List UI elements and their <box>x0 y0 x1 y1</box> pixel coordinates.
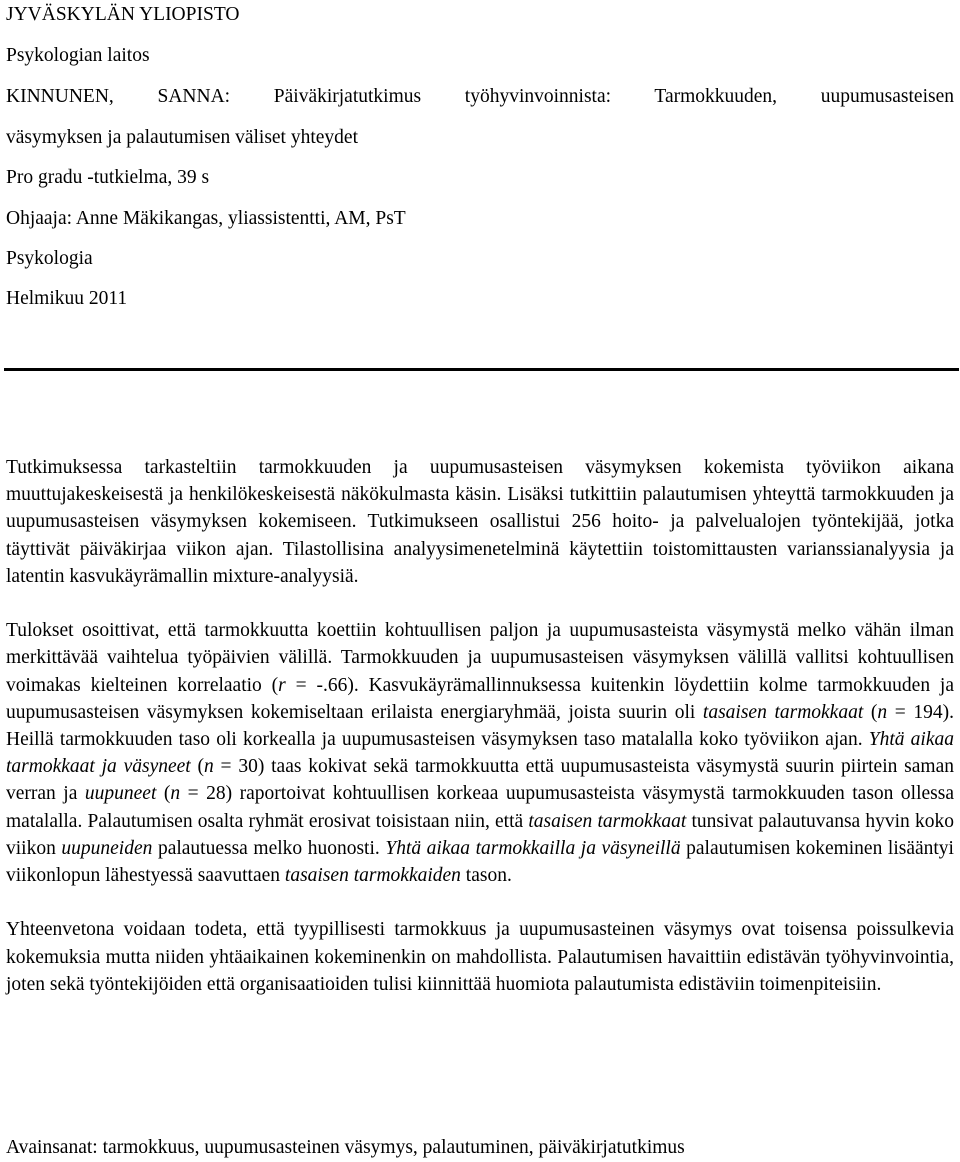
university-name: JYVÄSKYLÄN YLIOPISTO <box>6 4 240 25</box>
supervisor: Ohjaaja: Anne Mäkikangas, yliassistentti, AM, PsT <box>6 208 406 229</box>
group-name: tasaisen tarmokkaat <box>528 810 687 832</box>
abstract-paragraph-3: Yhteenvetona voidaan todeta, että tyypillisesti tarmokkuus ja uupumusasteinen väsymys ovat toisensa poissulkevia kokemuksia mutta niiden yhtäaikainen kokeminenkin on mahdollista. Palautumisen havaittiin edistävän työhyvinvointia, joten sekä työntekijöiden että organisaatioiden tulisi kiinnittää huomiota palautumista edistäviin toimenpiteisiin. <box>6 919 954 995</box>
abstract-paragraph-1: Tutkimuksessa tarkasteltiin tarmokkuuden ja uupumusasteisen väsymyksen kokemista työviikon aikana muuttujakeskeisestä ja henkilökeskeisestä näkökulmasta käsin. Lisäksi tutkittiin palautumisen yhteyttä tarmokkuuden ja uupumusasteisen väsymyksen kokemiseen. Tutkimukseen osallistui 256 hoito- ja palvelualojen työntekijää, jotka täyttivät päiväkirjaa viikon ajan. Tilastollisina analyysimenetelminä käytettiin toistomittausten varianssianalyysia ja latentin kasvukäyrämallin mixture-analyysiä. <box>6 457 954 587</box>
group-name: tasaisen tarmokkaat <box>702 701 864 723</box>
date: Helmikuu 2011 <box>6 288 128 309</box>
group-name: tasaisen tarmokkaiden <box>284 865 461 887</box>
stat-n: n <box>170 783 181 805</box>
group-name: uupuneet <box>84 783 157 805</box>
group-name: Yhtä aikaa tarmokkaat ja väsyneet <box>6 729 954 778</box>
stat-n: n <box>204 756 214 778</box>
abstract-body <box>6 454 954 998</box>
abstract-paragraph-2: Tulokset osoittivat, että tarmokkuutta koettiin kohtuullisen paljon ja uupumusasteista väsymystä melko vähän ilman merkittävää vaihtelua työpäivien välillä. Tarmokkuuden ja uupumusasteisen väsymyksen välillä vallitsi kohtuullisen voimakas kielteinen korrelaatio (r = -.66). Kasvukäyrämallinnuksessa kuitenkin löydettiin kolme tarmokkuuden ja uupumusasteisen väsymyksen kokemiseltaan erilaista energiaryhmää, joista suurin oli tasaisen tarmokkaat (n = 194). Heillä tarmokkuuden taso oli korkealla ja uupumusasteisen väsymyksen taso matalalla koko työviikon ajan. Yhtä aikaa tarmokkaat ja väsyneet (n = 30) taas kokivat sekä tarmokkuutta että uupumusasteista väsymystä suurin piirtein saman verran ja uupuneet (n = 28) raportoivat kohtuullisen korkeaa uupumusasteista väsymystä tarmokkuuden tason ollessa matalalla. Palautumisen osalta ryhmät erosivat toisistaan niin, että tasaisen tarmokkaat tunsivat palautuvansa hyvin koko viikon uupuneiden palautuessa melko huonosti. Yhtä aikaa tarmokkailla ja väsyneillä palautumisen kokeminen lisääntyi viikonlopun lähestyessä saavuttaen tasaisen tarmokkaiden tason. <box>6 620 954 887</box>
author-title-line-2: väsymyksen ja palautumisen väliset yhteydet <box>6 127 358 148</box>
group-name: uupuneiden <box>61 837 153 859</box>
stat-n: n <box>877 701 888 723</box>
author-title-line-1: KINNUNEN, SANNA: Päiväkirjatutkimus työhyvinvoinnista: Tarmokkuuden, uupumusasteisen <box>6 86 954 107</box>
header-divider <box>4 368 959 371</box>
subject: Psykologia <box>6 248 93 269</box>
keywords: Avainsanat: tarmokkuus, uupumusasteinen väsymys, palautuminen, päiväkirjatutkimus <box>6 1137 685 1158</box>
thesis-type: Pro gradu -tutkielma, 39 s <box>6 167 210 188</box>
stat-r: r <box>278 674 286 696</box>
department-name: Psykologian laitos <box>6 45 150 66</box>
group-name: Yhtä aikaa tarmokkailla ja väsyneillä <box>385 837 681 859</box>
